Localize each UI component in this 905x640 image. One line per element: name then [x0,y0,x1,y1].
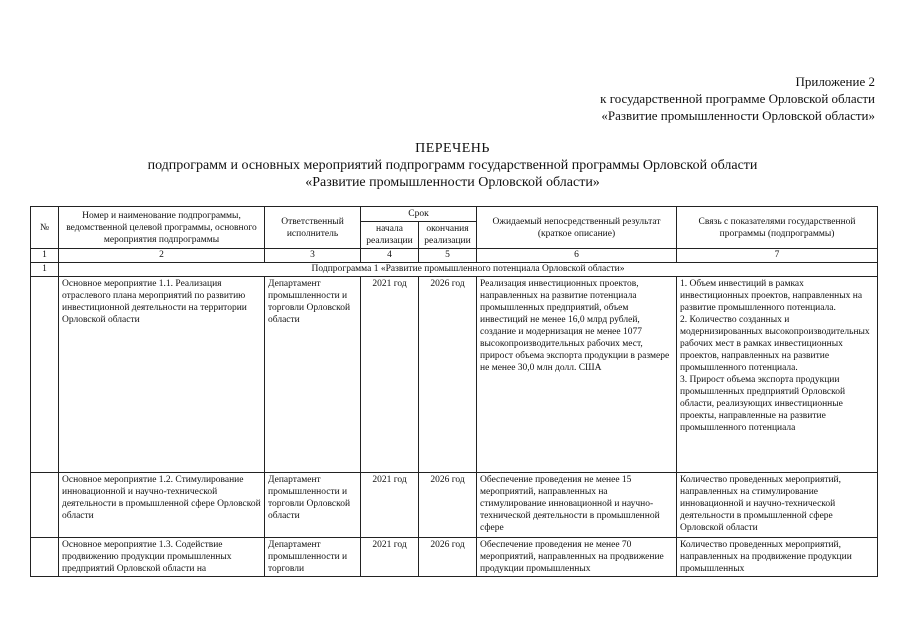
measure-start: 2021 год [361,277,419,473]
measure-executor: Департамент промышленности и торговли Орловской области [265,473,361,538]
appendix-line-2: к государственной программе Орловской области [600,91,875,106]
header-row-1 [31,207,878,222]
measure-result: Обеспечение проведения не менее 70 мероприятий, направленных на продвижение продукции промышленных [477,538,677,577]
measure-link: 1. Объем инвестиций в рамках инвестиционных проектов, направленных на развитие промышленного потенциала. 2. Количество созданных и модернизированных высокопроизводительных рабочих мест в рамках инвестиционных проектов, направленных на развитие промышленного потенциала. 3. Прирост объема экспорта продукции промышленных предприятий Орловской области, реализующих инвестиционные проекты, направленные на развитие промышленного потенциала [677,277,878,473]
measure-name: Основное мероприятие 1.2. Стимулирование инновационной и научно-технической деятельности в промышленной сфере Орловской области [59,473,265,538]
header-executor: Ответственный исполнитель [265,207,361,249]
measure-result: Обеспечение проведения не менее 15 мероприятий, направленных на стимулирование инновационной и научно-технической деятельности в промышленной сфере [477,473,677,538]
measure-end: 2026 год [419,277,477,473]
section-row [31,263,878,277]
row-number [31,277,59,473]
title-heading: ПЕРЕЧЕНЬ [415,141,490,156]
appendix-line-3: «Развитие промышленности Орловской области» [601,108,875,123]
measures-table [30,206,878,577]
measure-name: Основное мероприятие 1.1. Реализация отраслевого плана мероприятий по развитию инвестиционной деятельности на территории Орловской области [59,277,265,473]
column-number: 2 [59,249,265,263]
header-name: Номер и наименование подпрограммы, ведомственной целевой программы, основного мероприятия подпрограммы [59,207,265,249]
appendix-line-1: Приложение 2 [795,74,875,89]
appendix-header [600,73,875,124]
header-result: Ожидаемый непосредственный результат (краткое описание) [477,207,677,249]
measure-link: Количество проведенных мероприятий, направленных на стимулирование инновационной и научно-технической деятельности в промышленной сфере Орловской области [677,473,878,538]
header-term: Срок [361,207,477,222]
table-row [31,473,878,538]
row-number [31,538,59,577]
header-end: окончания реализации [419,222,477,249]
column-number-row [31,249,878,263]
measure-start: 2021 год [361,538,419,577]
column-number: 7 [677,249,878,263]
measure-executor: Департамент промышленности и торговли Орловской области [265,277,361,473]
measure-executor: Департамент промышленности и торговли [265,538,361,577]
header-start: начала реализации [361,222,419,249]
title-line-1: подпрограмм и основных мероприятий подпрограмм государственной программы Орловской области [147,158,758,173]
section-label: Подпрограмма 1 «Развитие промышленного потенциала Орловской области» [59,263,878,277]
measure-end: 2026 год [419,473,477,538]
column-number: 6 [477,249,677,263]
table-row [31,277,878,473]
row-number [31,473,59,538]
measure-result: Реализация инвестиционных проектов, направленных на развитие потенциала промышленных предприятий, объем инвестиций не менее 16,0 млрд рублей, создание и модернизация не менее 1077 высокопроизводительных рабочих мест, прирост объема экспорта продукции в размере не менее 30,0 млн долл. США [477,277,677,473]
document-title [0,140,905,191]
measure-start: 2021 год [361,473,419,538]
measure-end: 2026 год [419,538,477,577]
title-line-2: «Развитие промышленности Орловской области» [305,175,600,190]
column-number: 4 [361,249,419,263]
header-num: № [31,207,59,249]
measure-name: Основное мероприятие 1.3. Содействие продвижению продукции промышленных предприятий Орловской области на [59,538,265,577]
measure-link: Количество проведенных мероприятий, направленных на продвижение продукции промышленных [677,538,878,577]
column-number: 1 [31,249,59,263]
section-number: 1 [31,263,59,277]
column-number: 3 [265,249,361,263]
column-number: 5 [419,249,477,263]
header-link: Связь с показателями государственной программы (подпрограммы) [677,207,878,249]
table-row [31,538,878,577]
